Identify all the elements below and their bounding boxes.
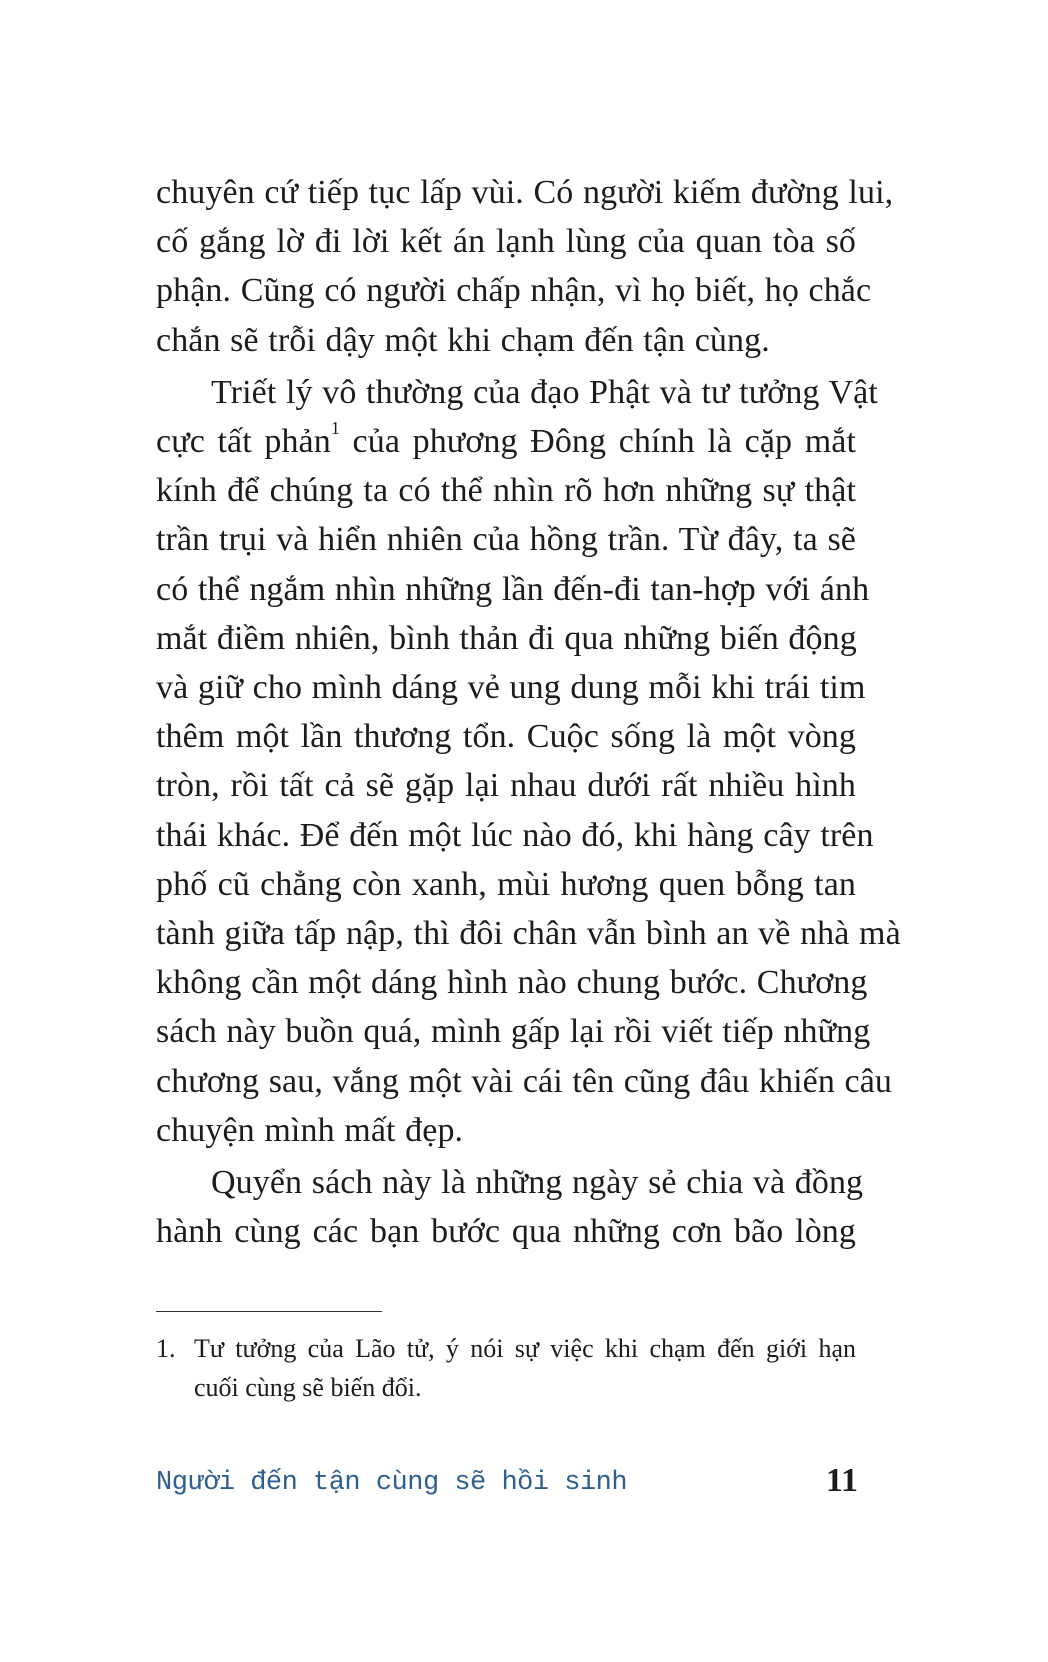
- footnote: [156, 1329, 856, 1407]
- paragraph-2: [156, 368, 901, 1155]
- paragraph-1: [156, 168, 894, 365]
- text-line: Triết lý vô thường của đạo Phật và tư tưởng Vật: [211, 373, 878, 411]
- page-number: 11: [825, 1462, 858, 1499]
- text-fragment: của phương Đông chính là cặp mắt: [339, 423, 856, 461]
- text-line: phận. Cũng có người chấp nhận, vì họ biết, họ chắc: [156, 272, 872, 310]
- footnote-line: Tư tưởng của Lão tử, ý nói sự việc khi chạm đến giới hạn: [194, 1334, 856, 1363]
- text-fragment: cực tất phản: [156, 423, 331, 461]
- body-text: [156, 168, 901, 1256]
- footnote-separator: [156, 1311, 382, 1312]
- text-line-with-footnote: [156, 417, 856, 466]
- footnote-reference: 1: [330, 417, 340, 438]
- text-line: chuyên cứ tiếp tục lấp vùi. Có người kiếm đường lui,: [156, 174, 894, 211]
- text-line: phố cũ chẳng còn xanh, mùi hương quen bỗng tan: [156, 865, 856, 903]
- paragraph-3: [156, 1158, 864, 1256]
- text-line: tành giữa tấp nập, thì đôi chân vẫn bình an về nhà mà: [156, 915, 901, 953]
- text-line: chương sau, vắng một vài cái tên cũng đâu khiến câu: [156, 1062, 893, 1100]
- text-line: mắt điềm nhiên, bình thản đi qua những biến động: [156, 619, 857, 657]
- running-title: Người đến tận cùng sẽ hồi sinh: [156, 1468, 628, 1498]
- text-line: hành cùng các bạn bước qua những cơn bão lòng: [156, 1213, 856, 1251]
- footnote-line: cuối cùng sẽ biến đổi.: [194, 1373, 422, 1402]
- text-line: chuyện mình mất đẹp.: [156, 1111, 464, 1149]
- text-line: không cần một dáng hình nào chung bước. Chương: [156, 964, 868, 1002]
- text-line: Quyển sách này là những ngày sẻ chia và đồng: [211, 1164, 864, 1202]
- footnote-number: 1.: [156, 1334, 176, 1363]
- text-line: cố gắng lờ đi lời kết án lạnh lùng của quan tòa số: [156, 223, 856, 261]
- text-line: kính để chúng ta có thể nhìn rõ hơn những sự thật: [156, 472, 856, 510]
- text-line: và giữ cho mình dáng vẻ ung dung mỗi khi trái tim: [156, 669, 866, 707]
- text-line: chắn sẽ trỗi dậy một khi chạm đến tận cùng.: [156, 321, 770, 359]
- text-line: có thể ngắm nhìn những lần đến-đi tan-hợp với ánh: [156, 570, 870, 608]
- text-line: thêm một lần thương tổn. Cuộc sống là một vòng: [156, 718, 856, 756]
- text-line: sách này buồn quá, mình gấp lại rồi viết tiếp những: [156, 1013, 871, 1051]
- text-line: tròn, rồi tất cả sẽ gặp lại nhau dưới rất nhiều hình: [156, 767, 856, 805]
- text-line: thái khác. Để đến một lúc nào đó, khi hàng cây trên: [156, 816, 874, 854]
- text-line: trần trụi và hiển nhiên của hồng trần. Từ đây, ta sẽ: [156, 521, 856, 559]
